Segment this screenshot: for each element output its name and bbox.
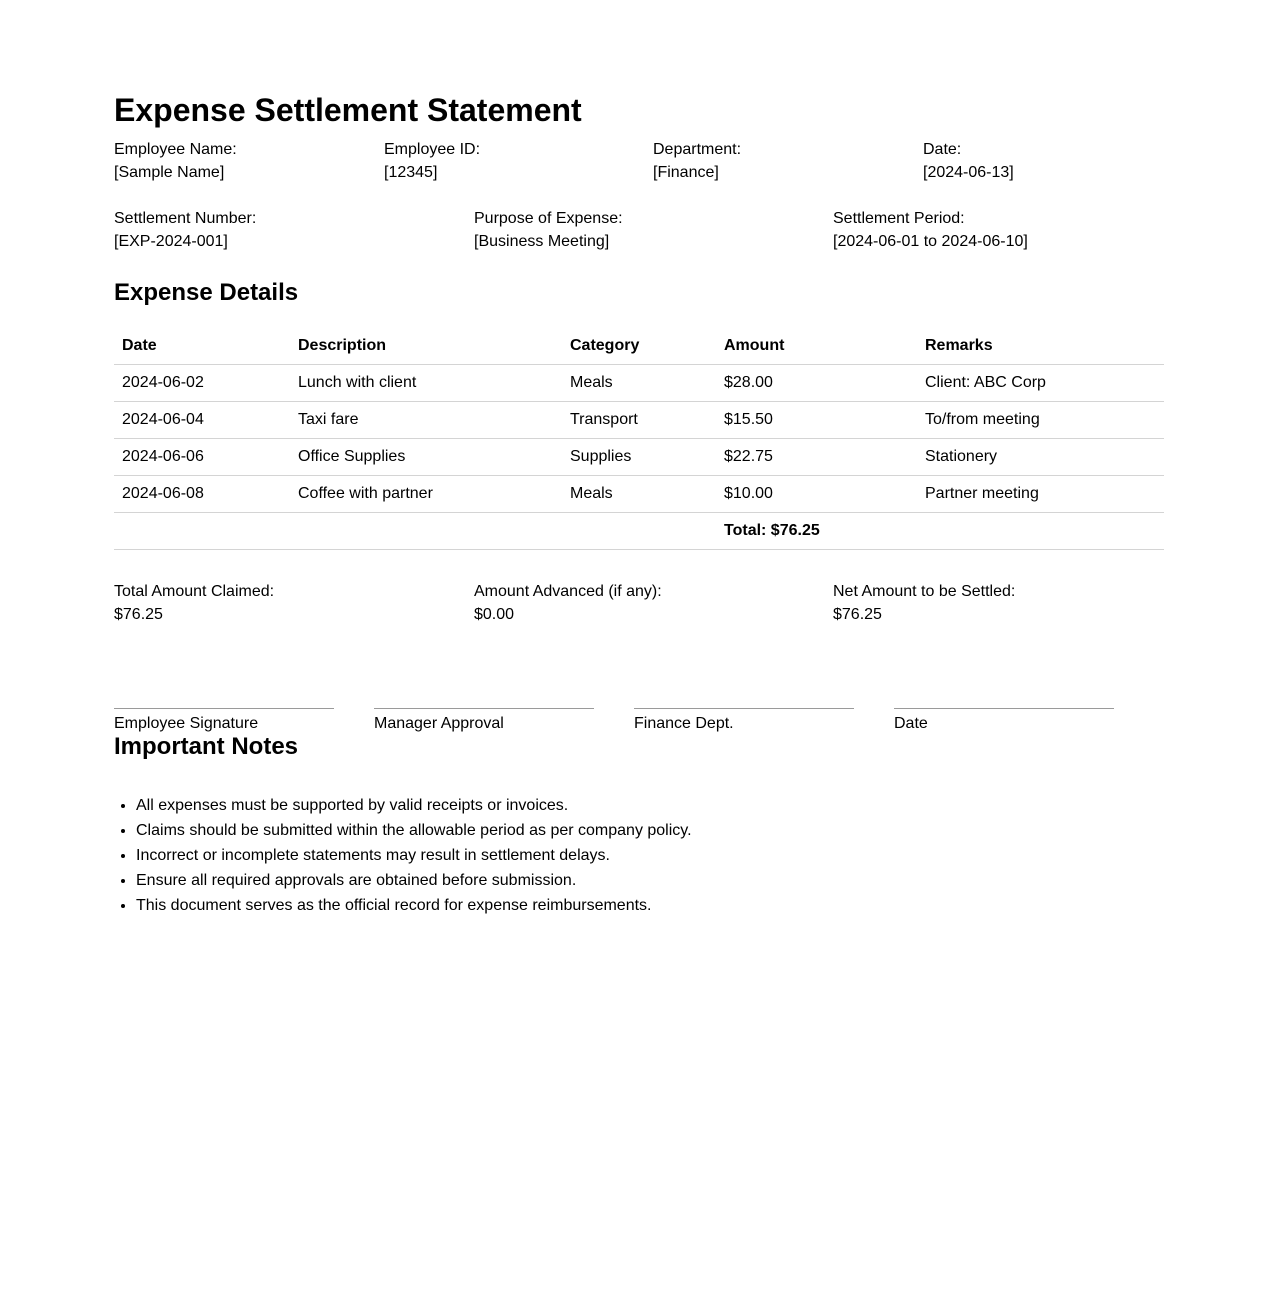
cell-category: Meals	[562, 365, 716, 402]
settlement-number-label: Settlement Number:	[114, 210, 257, 227]
total-row-spacer	[114, 513, 716, 550]
employee-id-label: Employee ID:	[384, 141, 481, 158]
list-item: • This document serves as the official record for expense reimbursements.	[136, 893, 692, 918]
date-field	[923, 138, 1014, 184]
employee-id-field	[384, 138, 480, 184]
date-label: Date:	[923, 141, 962, 158]
cell-amount: $28.00	[716, 365, 917, 402]
cell-description: Taxi fare	[290, 402, 562, 439]
column-header-category: Category	[562, 328, 716, 365]
column-header-amount: Amount	[716, 328, 917, 365]
cell-date: 2024-06-06	[114, 439, 290, 476]
cell-remarks: Stationery	[917, 439, 1164, 476]
list-item: • Claims should be submitted within the allowable period as per company policy.	[136, 818, 692, 843]
column-header-remarks: Remarks	[917, 328, 1164, 365]
cell-category: Supplies	[562, 439, 716, 476]
important-notes-heading: Important Notes	[114, 733, 299, 760]
list-item: • Incorrect or incomplete statements may result in settlement delays.	[136, 843, 692, 868]
column-header-description: Description	[290, 328, 562, 365]
amount-advanced-field	[474, 580, 662, 626]
table-row	[114, 402, 1164, 439]
purpose-value: [Business Meeting]	[474, 233, 610, 250]
cell-description: Office Supplies	[290, 439, 562, 476]
purpose-label: Purpose of Expense:	[474, 210, 623, 227]
total-row	[114, 513, 1164, 550]
cell-date: 2024-06-04	[114, 402, 290, 439]
settlement-number-value: [EXP-2024-001]	[114, 233, 228, 250]
employee-signature-line: Employee Signature	[114, 708, 334, 734]
cell-remarks: To/from meeting	[917, 402, 1164, 439]
cell-date: 2024-06-08	[114, 476, 290, 513]
total-claimed-value: $76.25	[114, 606, 163, 623]
department-value: [Finance]	[653, 164, 719, 181]
total-claimed-label: Total Amount Claimed:	[114, 583, 275, 600]
net-amount-label: Net Amount to be Settled:	[833, 583, 1016, 600]
cell-amount: $15.50	[716, 402, 917, 439]
cell-remarks: Partner meeting	[917, 476, 1164, 513]
settlement-number-field	[114, 207, 256, 253]
settlement-period-value: [2024-06-01 to 2024-06-10]	[833, 233, 1028, 250]
department-field	[653, 138, 741, 184]
cell-description: Lunch with client	[290, 365, 562, 402]
employee-name-label: Employee Name:	[114, 141, 237, 158]
cell-date: 2024-06-02	[114, 365, 290, 402]
document-title: Expense Settlement Statement	[114, 92, 582, 128]
employee-name-value: [Sample Name]	[114, 164, 225, 181]
total-amount: Total: $76.25	[716, 513, 1164, 550]
list-item: • Ensure all required approvals are obtained before submission.	[136, 868, 692, 893]
expense-table	[114, 328, 1164, 550]
cell-description: Coffee with partner	[290, 476, 562, 513]
expense-details-heading: Expense Details	[114, 279, 299, 306]
net-amount-field	[833, 580, 1015, 626]
settlement-period-field	[833, 207, 1028, 253]
amount-advanced-value: $0.00	[474, 606, 515, 623]
total-claimed-field	[114, 580, 274, 626]
date-value: [2024-06-13]	[923, 164, 1014, 181]
cell-remarks: Client: ABC Corp	[917, 365, 1164, 402]
finance-dept-line: Finance Dept.	[634, 708, 854, 734]
column-header-date: Date	[114, 328, 290, 365]
table-header-row	[114, 328, 1164, 365]
amount-advanced-label: Amount Advanced (if any):	[474, 583, 662, 600]
cell-category: Transport	[562, 402, 716, 439]
employee-id-value: [12345]	[384, 164, 438, 181]
settlement-period-label: Settlement Period:	[833, 210, 965, 227]
cell-amount: $22.75	[716, 439, 917, 476]
table-row	[114, 365, 1164, 402]
employee-name-field	[114, 138, 237, 184]
table-row	[114, 439, 1164, 476]
cell-amount: $10.00	[716, 476, 917, 513]
department-label: Department:	[653, 141, 742, 158]
cell-category: Meals	[562, 476, 716, 513]
signature-date-line: Date	[894, 708, 1114, 734]
notes-list	[114, 793, 692, 918]
table-row	[114, 476, 1164, 513]
list-item: • All expenses must be supported by valid receipts or invoices.	[136, 793, 692, 818]
net-amount-value: $76.25	[833, 606, 882, 623]
purpose-field	[474, 207, 623, 253]
manager-approval-line: Manager Approval	[374, 708, 594, 734]
